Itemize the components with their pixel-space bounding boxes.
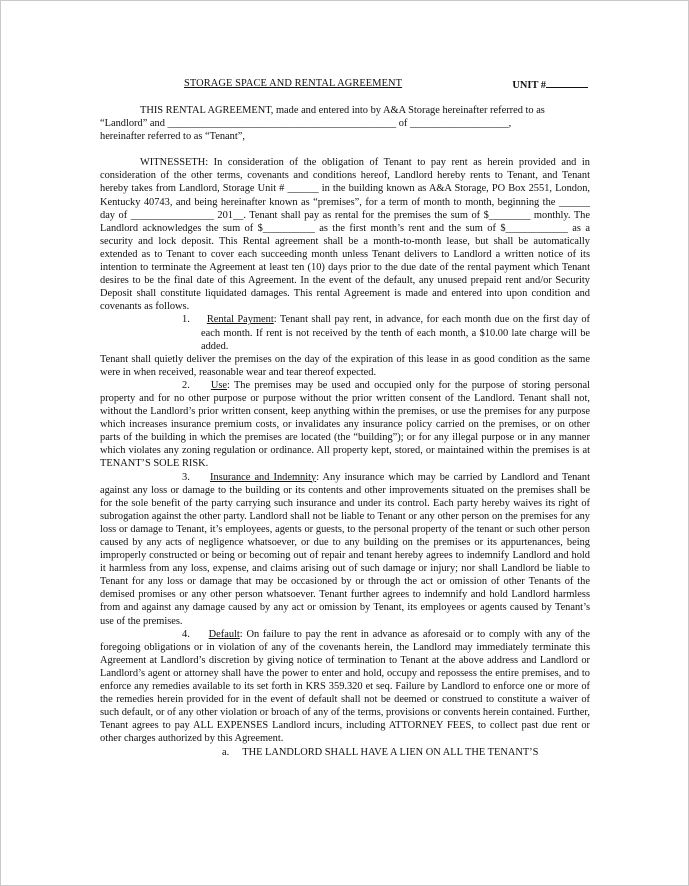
intro-line-1: THIS RENTAL AGREEMENT, made and entered into by A&A Storage hereinafter referred to as (140, 105, 545, 116)
section-heading: Rental Payment (206, 314, 274, 326)
section-number: 4. (182, 628, 190, 640)
intro-line-2: “Landlord” and ____________________________________________ of ___________________, (100, 118, 512, 130)
title-row (100, 77, 590, 91)
section-rental-payment (100, 313, 590, 352)
section-number: 3. (182, 471, 190, 483)
section-use (100, 379, 590, 471)
section-text: : Any insurance which may be carried by Landlord and Tenant against any loss or damage to the building or its contents and other improvements situated on the premises shall be for the sole benefit of the party carrying such insurance and under its control. Each party hereby waives its right of subrogation against the other party. Landlord shall not be liable to Tenant or any other person on the premises for any loss or damage to Tenant, it’s employees, agents or guests, to the personal property of the tenant or such other person caused by any acts of negligence whatsoever, or due to any building on the premises or its appurtenances, being improperly constructed or being or becoming out of repair and tenant hereby agrees to indemnify Landlord and hold it harmless from any loss, expense, and claims arising out of such damage or injury; nor shall Landlord be liable to Tenant for any loss or damage that may be occasioned by or through the act or omission of other Tenants of the demised promises or any other person whatsoever. Tenant further agrees to indemnify and hold Landlord harmless from and against any damage caused by any act or omission by Tenant, its employees or agents caused by Tenant’s use of the premises. (100, 471, 590, 627)
unit-label: UNIT # (512, 80, 546, 91)
section-heading: Use (210, 379, 228, 391)
subsection-letter: a. (222, 746, 230, 758)
unit-blank-line (546, 77, 588, 88)
document-title: STORAGE SPACE AND RENTAL AGREEMENT (184, 78, 403, 89)
section-heading: Default (208, 628, 240, 640)
agreement-body (100, 77, 590, 759)
section-text: : Tenant shall pay rent, in advance, for each month due on the first day of each month. If rent is not received by the tenth of each month, a $10.00 late charge will be added. (201, 314, 591, 352)
section-text: : On failure to pay the rent in advance as aforesaid or to comply with any of the foregoing obligations or in violation of any of the covenants herein, the Landlord may immediately terminate this Agreement at Landlord’s discretion by giving notice of termination to Tenant at the above address and Landlord or Landlord’s agent or attorney shall have the power to enter and hold, occupy and repossess the entire premises, and to enforce any remedies available to its set forth in KRS 359.320 et seq. Failure by Landlord to enforce one or more of the remedies herein provided for in the event of default shall not be deemed or construed to constitute a waiver of such default, or of any other violation or broach of any of the terms, provisions or convents herein contained. Further, Tenant agrees to pay ALL EXPENSES Landlord incurs, including ATTORNEY FEES, to collect past due rent or other charges authorized by this Agreement. (100, 628, 590, 745)
subsection-text: THE LANDLORD SHALL HAVE A LIEN ON ALL THE TENANT’S (242, 746, 539, 758)
unit-number-field (512, 77, 588, 92)
section-default (100, 628, 590, 746)
section-number: 2. (182, 379, 190, 391)
subsection-a (100, 746, 590, 759)
rental-payment-continuation: Tenant shall quietly deliver the premises on the day of the expiration of this lease in as good condition as the same were in when received, reasonable wear and tear thereof expected. (100, 353, 590, 378)
intro-line-3: hereinafter referred to as “Tenant”, (100, 131, 245, 143)
section-number: 1. (182, 314, 190, 326)
spacer (100, 143, 590, 156)
section-text: : The premises may be used and occupied only for the purpose of storing personal property and for no other purpose or purpose without the prior written consent of the Landlord. Tenant shall not, without the Landlord’s prior written consent, keep anything within the premises, or use the premises for any purpose which increases insurance premium costs, or invalidates any insurance policy carried on the premises, or on other parts of the building in which the premises are located (the “building”); or for any illegal purpose or in any manner which violates any zoning regulation or ordinance. All property kept, stored, or maintained within the premises is at TENANT’S SOLE RISK. (100, 379, 590, 470)
witnesseth-paragraph: WITNESSETH: In consideration of the obligation of Tenant to pay rent as herein provided and in consideration of the other terms, covenants and conditions hereof, Landlord hereby rents to Tenant, and Tenant hereby takes from Landlord, Storage Unit # ______ in the building known as A&A Storage, PO Box 2551, London, Kentucky 40743, and being hereinafter known as “premises”, for a term of month to month, beginning the ______ day of ________________ 201__. Tenant shall pay as rental for the premises the sum of $________ monthly. The Landlord acknowledges the sum of $__________ as the first month’s rent and the sum of $____________ as a security and lock deposit. This Rental agreement shall be a month-to-month lease, but shall be automatically extended as to Tenant to cover each succeeding month unless Tenant delivers to Landlord a written notice of its intention to terminate the Agreement at least ten (10) days prior to the due date of the rental payment which Tenant desires to be the final date of this Agreement. In the event of the default, any unused prepaid rent and/or Security Deposit shall constitute liquidated damages. This rental Agreement is made and entered into upon condition and covenants as follows. (100, 157, 590, 313)
section-heading: Insurance and Indemnity (210, 471, 317, 483)
section-insurance-indemnity (100, 471, 590, 628)
